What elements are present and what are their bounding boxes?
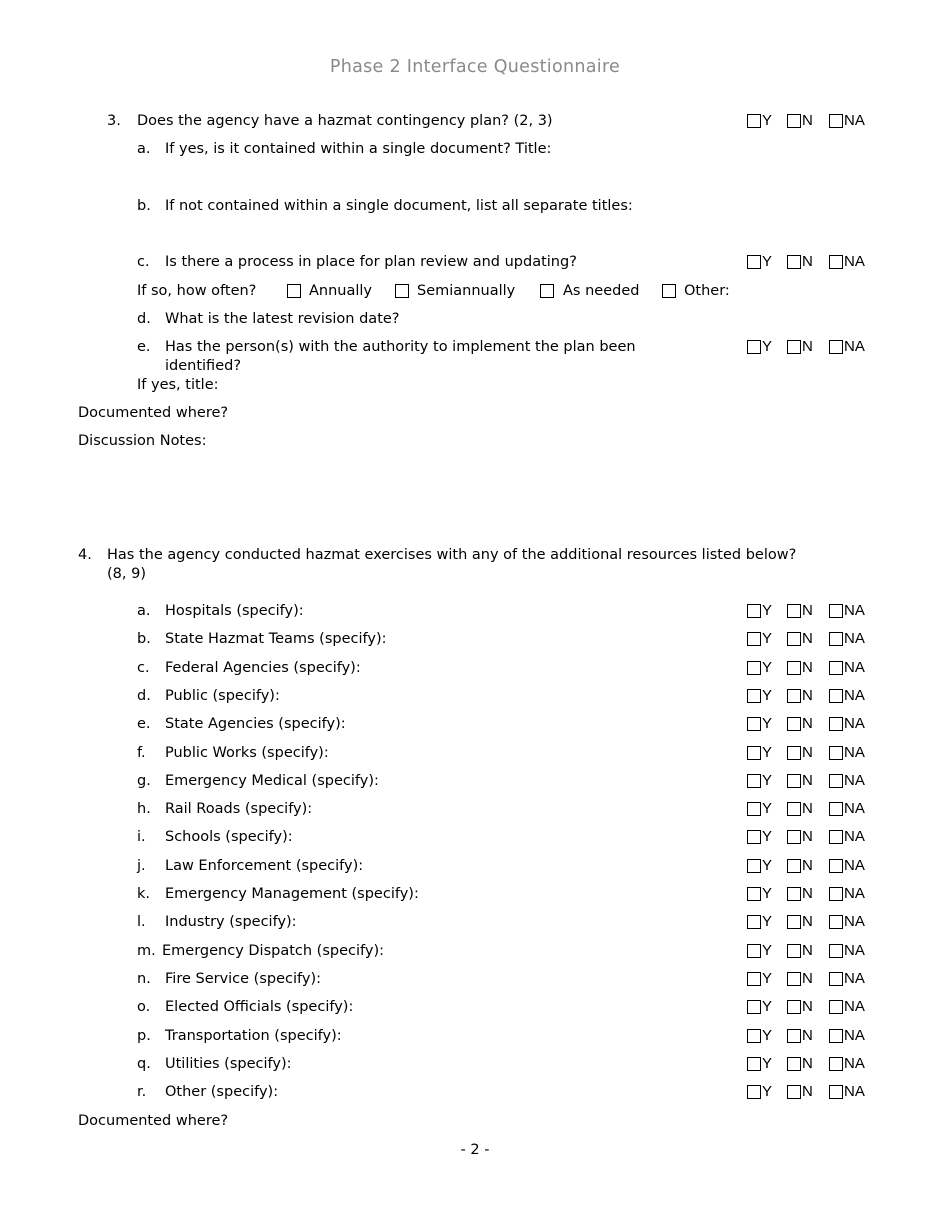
question-3d-row [0,308,950,330]
question-text-continued: (8, 9) [107,566,146,582]
no-checkbox[interactable] [787,632,801,646]
no-checkbox[interactable] [787,915,801,929]
resource-label: Transportation (specify): [165,1028,342,1044]
na-label: NA [844,998,865,1015]
resource-label: Fire Service (specify): [165,971,321,987]
yes-label: Y [762,602,773,619]
no-checkbox[interactable] [787,340,801,354]
na-label: NA [844,744,865,761]
documented-where-label: Documented where? [78,405,229,421]
resource-label: Utilities (specify): [165,1056,292,1072]
sub-letter: k. [137,886,151,902]
resource-label: Public (specify): [165,688,280,704]
if-yes-title-row [0,374,950,396]
documented-where-row [0,1110,950,1132]
resource-row [0,883,950,905]
discussion-notes-label: Discussion Notes: [78,433,207,449]
sub-letter: m. [137,943,156,959]
no-checkbox[interactable] [787,972,801,986]
question-3c-row [0,251,950,273]
annually-label: Annually [309,283,373,299]
sub-letter: c. [137,660,150,676]
sub-letter: q. [137,1056,151,1072]
resource-label: Other (specify): [165,1084,279,1100]
na-label: NA [844,1083,865,1100]
na-checkbox[interactable] [829,972,843,986]
yes-checkbox[interactable] [747,604,761,618]
na-checkbox[interactable] [829,774,843,788]
resource-label: Schools (specify): [165,829,293,845]
yes-label: Y [762,715,773,732]
na-checkbox[interactable] [829,661,843,675]
yes-checkbox[interactable] [747,972,761,986]
yes-label: Y [762,913,773,930]
na-label: NA [844,602,865,619]
resource-row [0,742,950,764]
na-checkbox[interactable] [829,830,843,844]
na-checkbox[interactable] [829,1057,843,1071]
sub-letter: f. [137,745,146,761]
na-checkbox[interactable] [829,944,843,958]
resource-row [0,600,950,622]
yes-checkbox[interactable] [747,802,761,816]
no-label: N [802,828,813,845]
question-number: 4. [78,547,92,563]
no-checkbox[interactable] [787,114,801,128]
yes-checkbox[interactable] [747,915,761,929]
na-checkbox[interactable] [829,632,843,646]
sub-letter: o. [137,999,151,1015]
how-often-label: If so, how often? [137,283,257,299]
na-checkbox[interactable] [829,604,843,618]
yes-label: Y [762,970,773,987]
no-label: N [802,744,813,761]
question-3a-row [0,138,950,160]
yes-label: Y [762,744,773,761]
na-label: NA [844,828,865,845]
sub-text: What is the latest revision date? [165,311,400,327]
na-label: NA [844,1055,865,1072]
no-checkbox[interactable] [787,944,801,958]
na-label: NA [844,253,865,270]
yes-label: Y [762,659,773,676]
yes-label: Y [762,885,773,902]
yes-label: Y [762,338,773,355]
yes-checkbox[interactable] [747,340,761,354]
no-label: N [802,1055,813,1072]
na-label: NA [844,857,865,874]
na-label: NA [844,970,865,987]
page-title: Phase 2 Interface Questionnaire [329,57,621,77]
na-checkbox[interactable] [829,746,843,760]
na-label: NA [844,715,865,732]
sub-letter: d. [137,688,151,704]
yes-checkbox[interactable] [747,717,761,731]
yes-label: Y [762,800,773,817]
yes-label: Y [762,1027,773,1044]
yes-label: Y [762,630,773,647]
no-label: N [802,857,813,874]
yes-checkbox[interactable] [747,1029,761,1043]
resource-label: Federal Agencies (specify): [165,660,361,676]
yes-label: Y [762,253,773,270]
yes-checkbox[interactable] [747,1057,761,1071]
no-checkbox[interactable] [787,859,801,873]
resource-row [0,826,950,848]
yes-checkbox[interactable] [747,774,761,788]
sub-letter: b. [137,631,151,647]
na-checkbox[interactable] [829,114,843,128]
resource-label: Law Enforcement (specify): [165,858,364,874]
na-label: NA [844,338,865,355]
sub-letter: l. [137,914,146,930]
resource-row [0,968,950,990]
semiannually-checkbox[interactable] [395,284,409,298]
yes-label: Y [762,112,773,129]
annually-checkbox[interactable] [287,284,301,298]
documented-where-label: Documented where? [78,1113,229,1129]
as-needed-checkbox[interactable] [540,284,554,298]
yes-checkbox[interactable] [747,830,761,844]
yes-label: Y [762,1083,773,1100]
resource-label: Industry (specify): [165,914,297,930]
if-yes-title-label: If yes, title: [137,377,219,393]
resource-label: Elected Officials (specify): [165,999,354,1015]
resource-row [0,1025,950,1047]
no-label: N [802,253,813,270]
na-checkbox[interactable] [829,887,843,901]
as-needed-label: As needed [563,283,640,299]
no-label: N [802,970,813,987]
question-3-row [0,110,950,132]
sub-letter: h. [137,801,151,817]
na-checkbox[interactable] [829,1085,843,1099]
other-checkbox[interactable] [662,284,676,298]
no-label: N [802,998,813,1015]
no-checkbox[interactable] [787,1029,801,1043]
resource-label: Public Works (specify): [165,745,329,761]
discussion-notes-row [0,430,950,452]
sub-letter: a. [137,603,151,619]
no-checkbox[interactable] [787,1085,801,1099]
no-label: N [802,630,813,647]
sub-text: Has the person(s) with the authority to implement the plan been [165,339,636,355]
how-often-row [0,280,950,302]
sub-letter: a. [137,141,151,157]
sub-letter: i. [137,829,146,845]
na-checkbox[interactable] [829,802,843,816]
sub-letter: n. [137,971,151,987]
yes-checkbox[interactable] [747,114,761,128]
resource-row [0,713,950,735]
yes-checkbox[interactable] [747,1085,761,1099]
sub-letter: p. [137,1028,151,1044]
sub-text: If not contained within a single document, list all separate titles: [165,198,633,214]
other-label: Other: [684,283,730,299]
no-label: N [802,800,813,817]
no-label: N [802,1083,813,1100]
no-label: N [802,913,813,930]
yes-label: Y [762,1055,773,1072]
yes-label: Y [762,772,773,789]
na-label: NA [844,800,865,817]
resource-row [0,1081,950,1103]
na-label: NA [844,687,865,704]
no-checkbox[interactable] [787,661,801,675]
na-checkbox[interactable] [829,859,843,873]
no-label: N [802,687,813,704]
no-label: N [802,1027,813,1044]
sub-letter: r. [137,1084,147,1100]
sub-text: If yes, is it contained within a single document? Title: [165,141,552,157]
resource-row [0,911,950,933]
yes-checkbox[interactable] [747,944,761,958]
resource-label: State Hazmat Teams (specify): [165,631,387,647]
resource-row [0,798,950,820]
question-number: 3. [107,113,121,129]
sub-letter: j. [137,858,146,874]
resource-label: Emergency Dispatch (specify): [162,943,384,959]
resource-row [0,1053,950,1075]
yes-label: Y [762,687,773,704]
resource-label: Emergency Management (specify): [165,886,419,902]
sub-text: Is there a process in place for plan review and updating? [165,254,577,270]
yes-checkbox[interactable] [747,661,761,675]
na-checkbox[interactable] [829,1029,843,1043]
sub-letter: c. [137,254,150,270]
no-checkbox[interactable] [787,255,801,269]
resource-row [0,770,950,792]
no-checkbox[interactable] [787,717,801,731]
yes-checkbox[interactable] [747,255,761,269]
yes-checkbox[interactable] [747,859,761,873]
na-checkbox[interactable] [829,1000,843,1014]
na-label: NA [844,1027,865,1044]
no-label: N [802,112,813,129]
resource-row [0,657,950,679]
resource-label: Rail Roads (specify): [165,801,313,817]
na-checkbox[interactable] [829,915,843,929]
no-checkbox[interactable] [787,746,801,760]
yes-label: Y [762,828,773,845]
question-text: Does the agency have a hazmat contingency plan? (2, 3) [137,113,553,129]
no-checkbox[interactable] [787,1000,801,1014]
no-label: N [802,715,813,732]
question-text: Has the agency conducted hazmat exercises with any of the additional resources listed below? [107,547,797,563]
resource-label: Emergency Medical (specify): [165,773,379,789]
documented-where-row [0,402,950,424]
resource-label: State Agencies (specify): [165,716,346,732]
resource-row [0,855,950,877]
resource-row [0,628,950,650]
resource-row [0,940,950,962]
no-label: N [802,338,813,355]
semiannually-label: Semiannually [417,283,516,299]
no-label: N [802,659,813,676]
na-label: NA [844,913,865,930]
yes-checkbox[interactable] [747,632,761,646]
na-label: NA [844,659,865,676]
no-label: N [802,772,813,789]
sub-letter: e. [137,339,151,355]
yes-checkbox[interactable] [747,689,761,703]
no-checkbox[interactable] [787,1057,801,1071]
no-checkbox[interactable] [787,604,801,618]
no-checkbox[interactable] [787,689,801,703]
question-3b-row [0,195,950,217]
na-label: NA [844,772,865,789]
yes-label: Y [762,857,773,874]
no-checkbox[interactable] [787,802,801,816]
na-label: NA [844,112,865,129]
sub-text-continued: identified? [165,358,242,374]
page-number: - 2 - [460,1142,490,1158]
no-label: N [802,885,813,902]
resource-label: Hospitals (specify): [165,603,304,619]
yes-checkbox[interactable] [747,746,761,760]
sub-letter: b. [137,198,151,214]
na-label: NA [844,885,865,902]
na-checkbox[interactable] [829,717,843,731]
na-checkbox[interactable] [829,340,843,354]
na-label: NA [844,942,865,959]
no-label: N [802,602,813,619]
na-label: NA [844,630,865,647]
no-checkbox[interactable] [787,887,801,901]
resource-row [0,996,950,1018]
yes-checkbox[interactable] [747,887,761,901]
no-checkbox[interactable] [787,774,801,788]
sub-letter: g. [137,773,151,789]
na-checkbox[interactable] [829,689,843,703]
yes-label: Y [762,998,773,1015]
sub-letter: e. [137,716,151,732]
resource-row [0,685,950,707]
no-checkbox[interactable] [787,830,801,844]
sub-letter: d. [137,311,151,327]
no-label: N [802,942,813,959]
yes-checkbox[interactable] [747,1000,761,1014]
yes-label: Y [762,942,773,959]
na-checkbox[interactable] [829,255,843,269]
question-4-cont-row [0,563,950,585]
